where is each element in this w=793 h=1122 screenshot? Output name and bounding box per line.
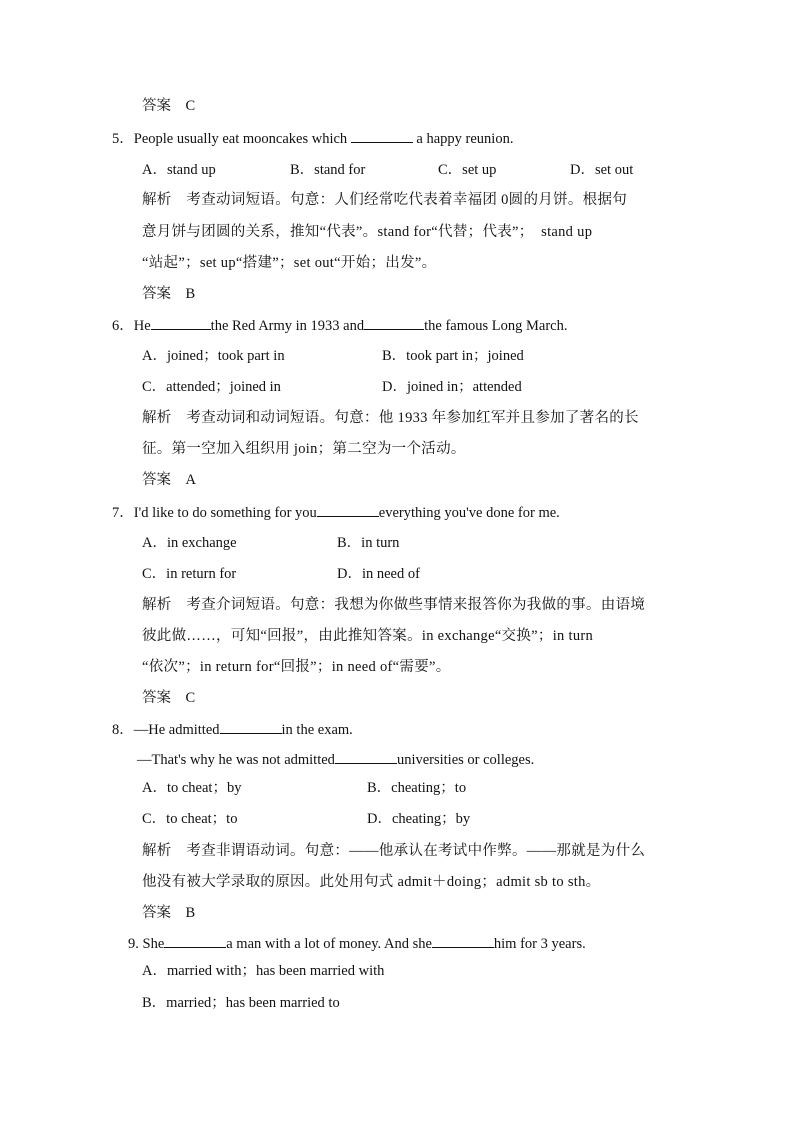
explanation-line: 解析 考查动词短语。句意：人们经常吃代表着幸福团 0圆的月饼。根据句: [142, 192, 628, 208]
option-a: A．in exchange: [142, 535, 237, 551]
answer-5: 答案 B: [142, 286, 196, 302]
question-text: People usually eat mooncakes which: [133, 131, 348, 147]
option-d: D．joined in；attended: [382, 379, 522, 395]
question-text: He: [133, 318, 151, 334]
answer-blank: [335, 749, 397, 764]
explanation-line: “依次”；in return for“回报”；in need of“需要”。: [142, 659, 451, 675]
explanation-line: 解析 考查非谓语动词。句意：——他承认在考试中作弊。——那就是为什么: [142, 843, 646, 859]
question-text: the famous Long March.: [424, 318, 568, 334]
option-b: B．in turn: [337, 535, 400, 551]
option-a: A．joined；took part in: [142, 348, 285, 364]
answer-blank: [317, 502, 379, 517]
question-text: a man with a lot of money. And she: [226, 936, 432, 952]
answer-blank: [432, 933, 494, 948]
question-number: 5．: [112, 131, 134, 147]
answer-7: 答案 C: [142, 690, 196, 706]
question-text: in the exam.: [281, 722, 353, 738]
question-7: [112, 502, 560, 523]
option-a: A．stand up: [142, 162, 216, 178]
explanation-line: “站起”；set up“搭建”；set out“开始；出发”。: [142, 255, 437, 271]
option-d: D．set out: [570, 162, 634, 178]
explanation-line: 意月饼与团圆的关系，推知“代表”。stand for“代替；代表”； stand up: [142, 224, 593, 240]
question-number: 9.: [128, 936, 143, 952]
option-b: B．stand for: [290, 162, 366, 178]
option-c: C．attended；joined in: [142, 379, 281, 395]
question-text: a happy reunion.: [416, 131, 514, 147]
explanation-line: 解析 考查介词短语。句意：我想为你做些事情来报答你为我做的事。由语境: [142, 597, 646, 613]
option-c: C．set up: [438, 162, 497, 178]
option-a: A．to cheat；by: [142, 780, 242, 796]
explanation-line: 征。第一空加入组织用 join；第二空为一个活动。: [142, 441, 466, 457]
option-c: C．in return for: [142, 566, 237, 582]
option-c: C．to cheat；to: [142, 811, 238, 827]
question-text: I'd like to do something for you: [133, 505, 317, 521]
explanation-line: 他没有被大学录取的原因。此处用句式 admit＋doing；admit sb to sth。: [142, 874, 601, 890]
question-number: 6．: [112, 318, 134, 334]
option-d: D．in need of: [337, 566, 420, 582]
question-8-line-2: [137, 749, 534, 770]
question-number: 7．: [112, 505, 134, 521]
answer-blank: [151, 315, 211, 330]
question-text: She: [142, 936, 165, 952]
question-text: everything you've done for me.: [378, 505, 560, 521]
question-text: —He admitted: [133, 722, 220, 738]
answer-blank: [364, 315, 424, 330]
question-number: 8．: [112, 722, 134, 738]
question-5: [112, 128, 513, 149]
question-9: [128, 933, 586, 954]
answer-blank: [351, 128, 413, 143]
question-text: —That's why he was not admitted: [137, 752, 335, 768]
option-b: B．took part in；joined: [382, 348, 524, 364]
answer-8: 答案 B: [142, 905, 196, 921]
option-b: B．cheating；to: [367, 780, 467, 796]
question-text: him for 3 years.: [493, 936, 586, 952]
explanation-line: 彼此做……，可知“回报”，由此推知答案。in exchange“交换”；in turn: [142, 628, 594, 644]
answer-blank: [220, 719, 282, 734]
question-6: [112, 315, 567, 336]
option-a: A．married with；has been married with: [142, 963, 385, 979]
question-text: universities or colleges.: [396, 752, 535, 768]
option-b: B．married；has been married to: [142, 995, 340, 1011]
answer-4: 答案 C: [142, 98, 196, 114]
option-d: D．cheating；by: [367, 811, 471, 827]
answer-6: 答案 A: [142, 472, 196, 488]
explanation-line: 解析 考查动词和动词短语。句意：他 1933 年参加红军并且参加了著名的长: [142, 410, 639, 426]
question-8-line-1: [112, 719, 353, 740]
question-text: the Red Army in 1933 and: [210, 318, 365, 334]
answer-blank: [164, 933, 226, 948]
